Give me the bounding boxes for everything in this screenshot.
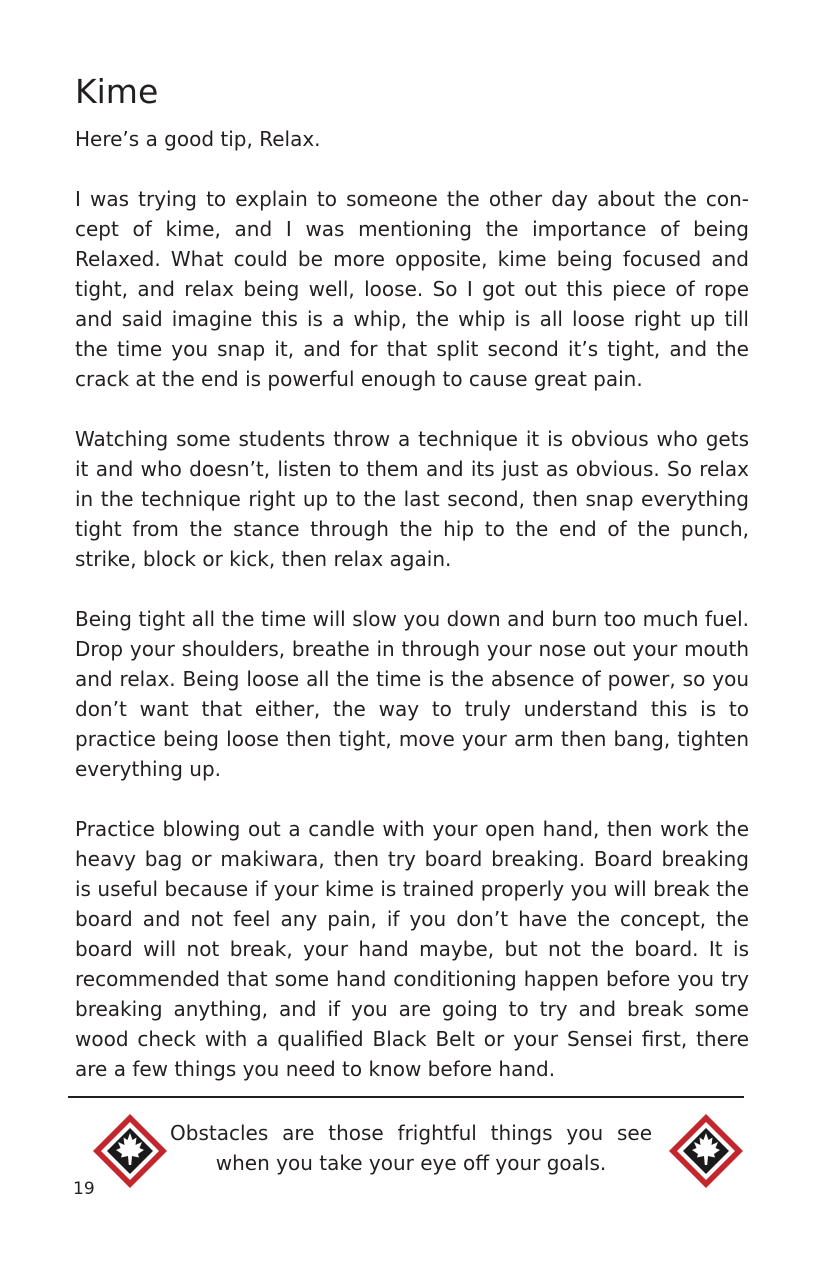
tip-line: Here’s a good tip, Relax. (75, 127, 321, 151)
maple-leaf-diamond-icon (668, 1113, 744, 1189)
page-title: Kime (75, 72, 159, 111)
maple-leaf-diamond-icon (92, 1113, 168, 1189)
quote-line-1: Obstacles are those frightful things you see (170, 1121, 652, 1145)
paragraph-1: I was trying to explain to someone the other day about the concept of kime, and I was mentioning the importance of being Relaxed. What could be more opposite, kime being focused and tight, and relax being well, loose. So I got out this piece of rope and said imagine this is a whip, the whip is all loose right up till the time you snap it, and for that split second it’s tight, and the crack at the end is powerful enough to cause great pain. (75, 187, 749, 391)
footer-divider (68, 1096, 744, 1098)
paragraph-4: Practice blowing out a candle with your open hand, then work the heavy bag or makiwara, then try board breaking. Board breaking is useful because if your kime is trained properly you will break the board and not feel any pain, if you don’t have the concept, the board will not break, your hand maybe, but not the board. It is recommended that some hand conditioning happen before you try breaking anything, and if you are going to try and break some wood check with a qualified Black Belt or your Sensei first, there are a few things you need to know before hand. (75, 817, 749, 1081)
paragraph-2: Watching some students throw a technique it is obvious who gets it and who doesn’t, listen to them and its just as obvious. So relax in the technique right up to the last second, then snap everything tight from the stance through the hip to the end of the punch, strike, block or kick, then relax again. (75, 427, 749, 571)
page-number: 19 (73, 1179, 95, 1199)
footer-quote (170, 1118, 652, 1178)
quote-line-2: when you take your eye off your goals. (215, 1151, 607, 1175)
paragraph-3: Being tight all the time will slow you down and burn too much fuel. Drop your shoulders, breathe in through your nose out your mouth and relax. Being loose all the time is the absence of power, so you don’t want that either, the way to truly understand this is to practice being loose then tight, move your arm then bang, tighten everything up. (75, 607, 749, 781)
